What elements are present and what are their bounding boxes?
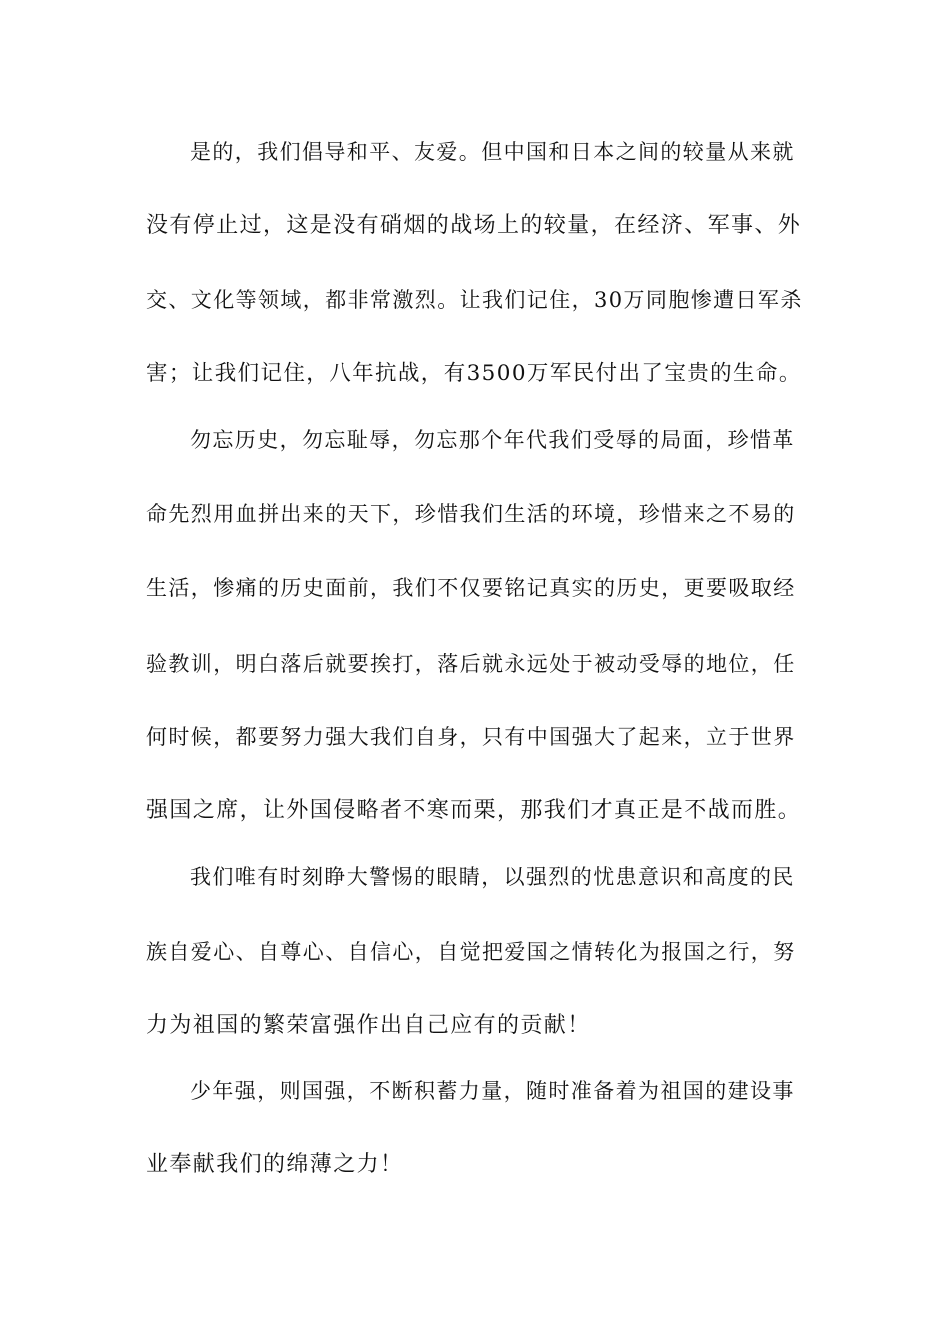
paragraph-1-line-4: 害；让我们记住，八年抗战，有3500万军民付出了宝贵的生命。	[146, 361, 802, 386]
paragraph-2-line-2: 命先烈用血拼出来的天下，珍惜我们生活的环境，珍惜来之不易的	[146, 502, 796, 526]
paragraph-4-line-2: 业奉献我们的绵薄之力！	[146, 1152, 404, 1177]
paragraph-2-line-5: 何时候，都要努力强大我们自身，只有中国强大了起来，立于世界	[146, 725, 796, 749]
paragraph-1-line-3: 交、文化等领域，都非常激烈。让我们记住，30万同胞惨遭日军杀	[146, 288, 803, 312]
paragraph-3-line-2: 族自爱心、自尊心、自信心，自觉把爱国之情转化为报国之行，努	[146, 940, 796, 964]
paragraph-3-line-1: 我们唯有时刻睁大警惕的眼睛，以强烈的忧患意识和高度的民	[190, 865, 795, 889]
paragraph-2-line-1: 勿忘历史，勿忘耻辱，勿忘那个年代我们受辱的局面，珍惜革	[190, 428, 795, 452]
paragraph-2-line-4: 验教训，明白落后就要挨打，落后就永远处于被动受辱的地位，任	[146, 652, 796, 676]
paragraph-2-line-6: 强国之席，让外国侵略者不寒而栗，那我们才真正是不战而胜。	[146, 798, 802, 823]
paragraph-4-line-1: 少年强，则国强，不断积蓄力量，随时准备着为祖国的建设事	[190, 1079, 795, 1103]
paragraph-3-line-3: 力为祖国的繁荣富强作出自己应有的贡献！	[146, 1013, 591, 1038]
paragraph-2-line-3: 生活，惨痛的历史面前，我们不仅要铭记真实的历史，更要吸取经	[146, 576, 796, 600]
paragraph-1-line-2: 没有停止过，这是没有硝烟的战场上的较量，在经济、军事、外	[146, 213, 802, 238]
paragraph-1-line-1: 是的，我们倡导和平、友爱。但中国和日本之间的较量从来就	[190, 140, 795, 164]
